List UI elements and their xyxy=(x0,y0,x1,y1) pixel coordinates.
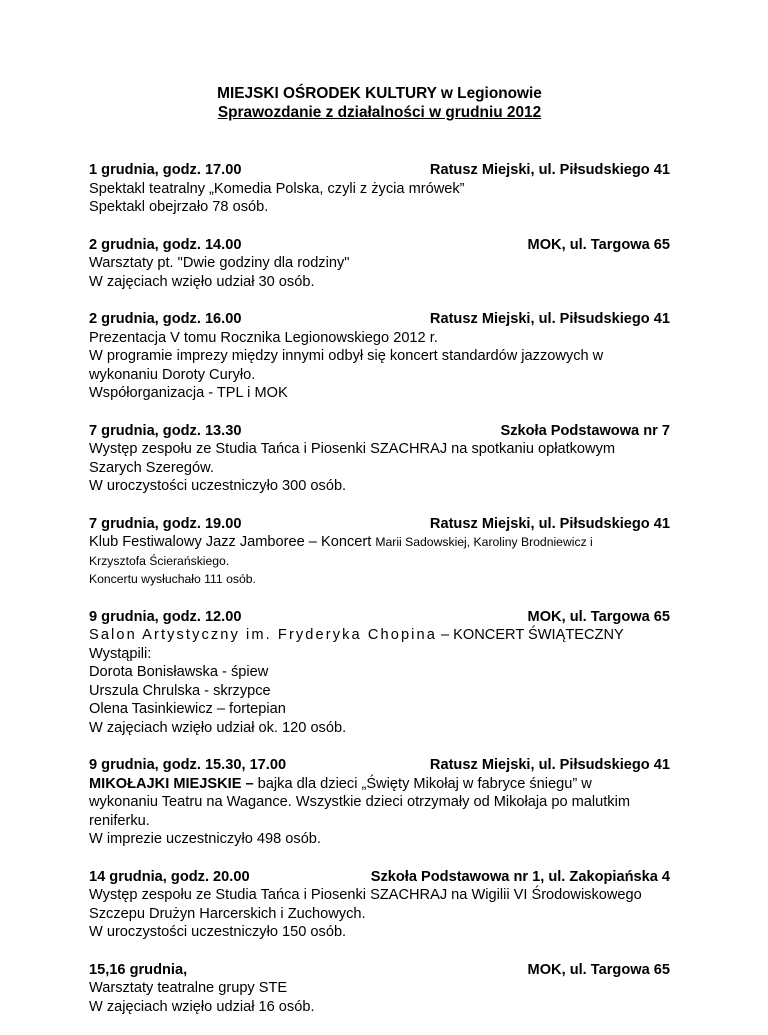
event-attendance: W zajęciach wzięło udział ok. 120 osób. xyxy=(89,719,347,736)
event-attendance: W uroczystości uczestniczyło 300 osób. xyxy=(89,478,347,494)
event-date: 7 grudnia, godz. 19.00 xyxy=(89,515,242,532)
event-date: 1 grudnia, godz. 17.00 xyxy=(89,162,242,178)
event-entry xyxy=(89,868,670,942)
event-location: MOK, ul. Targowa 65 xyxy=(527,236,670,253)
event-attendance: W imprezie uczestniczyło 498 osób. xyxy=(89,831,321,847)
event-attendance: Spektakl obejrzało 78 osób. xyxy=(89,199,269,215)
event-line-performers: Marii Sadowskiej, Karoliny Brodniewicz i xyxy=(375,535,593,549)
event-line: Prezentacja V tomu Rocznika Legionowskiego 2012 r. xyxy=(89,329,438,346)
event-entry xyxy=(89,161,670,217)
event-line: Warsztaty pt. "Dwie godziny dla rodziny" xyxy=(89,255,350,271)
event-date: 2 grudnia, godz. 16.00 xyxy=(89,311,242,327)
event-attendance: W zajęciach wzięło udział 16 osób. xyxy=(89,998,315,1015)
event-line: Szczepu Drużyn Harcerskich i Zuchowych. xyxy=(89,905,366,922)
event-line-main: Klub Festiwalowy Jazz Jamboree – Koncert xyxy=(89,534,376,550)
event-location: Szkoła Podstawowa nr 1, ul. Zakopiańska 4 xyxy=(370,868,670,885)
event-line: Współorganizacja - TPL i MOK xyxy=(89,385,288,401)
event-line: Występ zespołu ze Studia Tańca i Piosenki SZACHRAJ na Wigilii VI Środowiskowego xyxy=(89,887,642,903)
event-date: 9 grudnia, godz. 12.00 xyxy=(89,608,242,625)
event-line-bold: MIKOŁAJKI MIEJSKIE – xyxy=(89,775,254,792)
event-line: Olena Tasinkiewicz – fortepian xyxy=(89,701,286,717)
event-date: 7 grudnia, godz. 13.30 xyxy=(89,422,242,439)
event-entry xyxy=(89,422,670,496)
event-line-rest: – KONCERT ŚWIĄTECZNY xyxy=(436,627,624,643)
event-line: wykonaniu Teatru na Wagance. Wszystkie dzieci otrzymały od Mikołaja po malutkim xyxy=(89,794,630,810)
document-page xyxy=(89,84,670,1035)
event-location: Ratusz Miejski, ul. Piłsudskiego 41 xyxy=(429,162,670,178)
event-entry xyxy=(89,756,670,849)
event-date: 15,16 grudnia, xyxy=(89,961,188,978)
event-location: MOK, ul. Targowa 65 xyxy=(527,608,670,625)
document-header xyxy=(89,84,670,122)
event-attendance: W uroczystości uczestniczyło 150 osób. xyxy=(89,924,347,940)
event-line xyxy=(89,775,670,794)
event-entry xyxy=(89,236,670,292)
event-line-salon: Salon Artystyczny im. Fryderyka Chopina xyxy=(89,627,437,643)
event-line: Spektakl teatralny „Komedia Polska, czyli z życia mrówek” xyxy=(89,180,465,197)
event-location: Ratusz Miejski, ul. Piłsudskiego 41 xyxy=(429,311,670,327)
event-entry xyxy=(89,310,670,403)
event-line: reniferku. xyxy=(89,812,150,829)
event-location: MOK, ul. Targowa 65 xyxy=(527,961,670,978)
event-entry xyxy=(89,608,670,738)
event-location: Ratusz Miejski, ul. Piłsudskiego 41 xyxy=(429,757,670,773)
event-attendance: Koncertu wysłuchało 111 osób. xyxy=(89,572,256,586)
event-line: Wystąpili: xyxy=(89,645,152,662)
event-line: Urszula Chrulska - skrzypce xyxy=(89,682,271,699)
event-line xyxy=(89,626,670,645)
event-date: 9 grudnia, godz. 15.30, 17.00 xyxy=(89,757,287,773)
event-line-rest: bajka dla dzieci „Święty Mikołaj w fabryce śniegu” w xyxy=(253,775,592,792)
document-subtitle: Sprawozdanie z działalności w grudniu 2012 xyxy=(217,104,542,121)
event-line: Występ zespołu ze Studia Tańca i Piosenki SZACHRAJ na spotkaniu opłatkowym xyxy=(89,441,616,457)
event-entry xyxy=(89,515,670,589)
event-date: 14 grudnia, godz. 20.00 xyxy=(89,868,250,885)
event-line: Warsztaty teatralne grupy STE xyxy=(89,980,288,996)
document-title: MIEJSKI OŚRODEK KULTURY w Legionowie xyxy=(217,85,542,102)
event-line: Krzysztofa Ścierańskiego. xyxy=(89,553,230,568)
event-line: Dorota Bonisławska - śpiew xyxy=(89,664,269,680)
event-entry xyxy=(89,961,670,1017)
event-location: Szkoła Podstawowa nr 7 xyxy=(500,422,670,439)
event-line: Szarych Szeregów. xyxy=(89,459,214,476)
event-date: 2 grudnia, godz. 14.00 xyxy=(89,236,242,253)
event-attendance: W zajęciach wzięło udział 30 osób. xyxy=(89,273,315,290)
event-line: W programie imprezy między innymi odbył się koncert standardów jazzowych w xyxy=(89,348,604,364)
event-line xyxy=(89,533,670,552)
event-line: wykonaniu Doroty Curyło. xyxy=(89,366,256,383)
event-location: Ratusz Miejski, ul. Piłsudskiego 41 xyxy=(429,515,670,532)
